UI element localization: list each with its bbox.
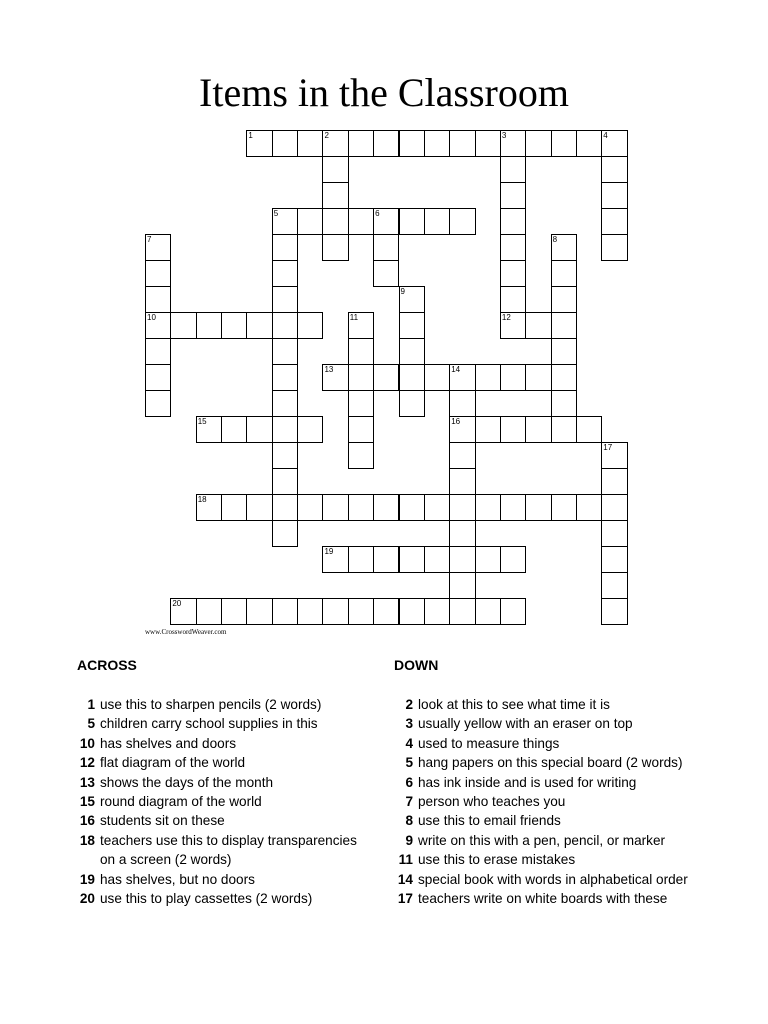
crossword-cell[interactable]: [551, 494, 577, 521]
crossword-cell[interactable]: [551, 416, 577, 443]
crossword-cell[interactable]: [500, 546, 526, 573]
crossword-cell[interactable]: [272, 468, 298, 495]
crossword-cell[interactable]: [373, 546, 399, 573]
crossword-cell[interactable]: [145, 390, 171, 417]
clue-text: use this to sharpen pencils (2 words): [100, 697, 322, 712]
crossword-cell[interactable]: [399, 494, 425, 521]
crossword-cell[interactable]: [399, 286, 425, 313]
crossword-cell[interactable]: [246, 312, 272, 339]
clue-number: 8: [405, 813, 413, 829]
crossword-cell[interactable]: [475, 494, 501, 521]
crossword-cell[interactable]: [145, 234, 171, 261]
down-clue-7: [388, 792, 688, 811]
clue-number: 15: [79, 794, 95, 810]
crossword-cell[interactable]: [196, 416, 222, 443]
crossword-cell[interactable]: [348, 416, 374, 443]
crossword-cell[interactable]: [145, 338, 171, 365]
down-clue-4: [388, 734, 688, 753]
down-heading: DOWN: [394, 657, 439, 673]
across-clue-1: [70, 695, 370, 714]
cell-number: 19: [324, 547, 334, 556]
clue-text: has shelves and doors: [100, 735, 237, 751]
clue-number: 17: [397, 891, 413, 907]
crossword-cell[interactable]: [399, 338, 425, 365]
crossword-cell[interactable]: [348, 364, 374, 391]
crossword-cell[interactable]: [424, 494, 450, 521]
crossword-cell[interactable]: [500, 260, 526, 287]
crossword-cell[interactable]: [348, 546, 374, 573]
crossword-cell[interactable]: [424, 598, 450, 625]
crossword-cell[interactable]: [246, 130, 272, 157]
clue-text: round diagram of the world: [100, 794, 262, 810]
crossword-cell[interactable]: [145, 364, 171, 391]
crossword-cell[interactable]: [449, 130, 475, 157]
crossword-cell[interactable]: [475, 546, 501, 573]
crossword-cell[interactable]: [145, 286, 171, 313]
crossword-cell[interactable]: [551, 338, 577, 365]
crossword-cell[interactable]: [373, 494, 399, 521]
crossword-cell[interactable]: [272, 260, 298, 287]
crossword-cell[interactable]: [551, 390, 577, 417]
crossword-cell[interactable]: [449, 416, 475, 443]
across-clue-16: [70, 811, 370, 830]
clue-number: 5: [405, 755, 413, 771]
crossword-cell[interactable]: [196, 494, 222, 521]
crossword-cell[interactable]: [551, 234, 577, 261]
crossword-cell[interactable]: [601, 208, 627, 235]
across-clue-5: [70, 714, 370, 733]
crossword-cell[interactable]: [449, 364, 475, 391]
crossword-cell[interactable]: [551, 260, 577, 287]
cell-number: 15: [197, 417, 207, 426]
clue-number: 9: [405, 832, 413, 848]
clue-number: 3: [405, 716, 413, 732]
clue-number: 18: [79, 832, 95, 848]
crossword-cell[interactable]: [297, 208, 323, 235]
clue-text: has ink inside and is used for writing: [418, 774, 637, 790]
crossword-cell[interactable]: [322, 182, 348, 209]
across-clue-19: [70, 870, 370, 889]
crossword-cell[interactable]: [373, 130, 399, 157]
crossword-cell[interactable]: [221, 416, 247, 443]
crossword-cell[interactable]: [297, 416, 323, 443]
crossword-cell[interactable]: [272, 390, 298, 417]
clue-number: 19: [79, 871, 95, 887]
clue-text: person who teaches you: [418, 794, 566, 810]
crossword-cell[interactable]: [221, 598, 247, 625]
crossword-cell[interactable]: [272, 208, 298, 235]
cell-number: 14: [451, 365, 461, 374]
crossword-cell[interactable]: [399, 390, 425, 417]
crossword-cell[interactable]: [322, 234, 348, 261]
down-clue-2: [388, 695, 688, 714]
crossword-cell[interactable]: [373, 260, 399, 287]
crossword-cell[interactable]: [399, 364, 425, 391]
crossword-cell[interactable]: [348, 494, 374, 521]
crossword-cell[interactable]: [424, 546, 450, 573]
crossword-cell[interactable]: [322, 546, 348, 573]
clue-number: 6: [405, 774, 413, 790]
crossword-cell[interactable]: [196, 598, 222, 625]
crossword-cell[interactable]: [601, 546, 627, 573]
clue-number: 1: [87, 697, 95, 712]
crossword-cell[interactable]: [449, 598, 475, 625]
clue-text: students sit on these: [100, 813, 225, 829]
crossword-cell[interactable]: [500, 364, 526, 391]
clue-number: 16: [79, 813, 95, 829]
crossword-cell[interactable]: [246, 494, 272, 521]
crossword-cell[interactable]: [551, 364, 577, 391]
down-clue-9: [388, 831, 688, 850]
clue-number: 12: [79, 755, 95, 771]
crossword-cell[interactable]: [348, 442, 374, 469]
clue-number: 10: [79, 735, 95, 751]
down-clue-14: [388, 870, 688, 889]
down-clue-11: [388, 850, 688, 869]
across-clue-15: [70, 792, 370, 811]
clue-text: look at this to see what time it is: [418, 697, 610, 712]
down-clue-list: [388, 695, 688, 908]
cell-number: 8: [552, 235, 558, 244]
crossword-cell[interactable]: [272, 520, 298, 547]
across-clue-13: [70, 773, 370, 792]
clue-text: teachers write on white boards with these: [418, 891, 668, 907]
crossword-cell[interactable]: [500, 286, 526, 313]
crossword-cell[interactable]: [322, 364, 348, 391]
cell-number: 11: [349, 313, 359, 322]
crossword-cell[interactable]: [601, 130, 627, 157]
cell-number: 20: [172, 599, 182, 608]
crossword-cell[interactable]: [601, 598, 627, 625]
crossword-cell[interactable]: [551, 286, 577, 313]
crossword-cell[interactable]: [525, 364, 551, 391]
crossword-cell[interactable]: [272, 338, 298, 365]
clue-text: use this to erase mistakes: [418, 852, 576, 868]
crossword-cell[interactable]: [348, 598, 374, 625]
clue-text: used to measure things: [418, 735, 560, 751]
crossword-cell[interactable]: [576, 416, 602, 443]
crossword-cell[interactable]: [297, 494, 323, 521]
credit-text: www.CrosswordWeaver.com: [145, 628, 227, 636]
crossword-cell[interactable]: [500, 208, 526, 235]
crossword-cell[interactable]: [322, 494, 348, 521]
clue-number: 7: [405, 794, 413, 810]
clue-number: 5: [87, 716, 95, 732]
crossword-cell[interactable]: [525, 416, 551, 443]
crossword-cell[interactable]: [170, 312, 196, 339]
clue-text: shows the days of the month: [100, 774, 274, 790]
clue-text: flat diagram of the world: [100, 755, 246, 771]
crossword-cell[interactable]: [601, 468, 627, 495]
down-clue-17: [388, 889, 688, 908]
across-clue-20: [70, 889, 370, 908]
across-clue-12: [70, 753, 370, 772]
cell-number: 7: [147, 235, 152, 244]
crossword-cell[interactable]: [246, 416, 272, 443]
crossword-cell[interactable]: [576, 130, 602, 157]
down-clue-6: [388, 773, 688, 792]
down-clue-8: [388, 811, 688, 830]
crossword-cell[interactable]: [145, 260, 171, 287]
clue-text: teachers use this to display transparencies on a screen (2 words): [100, 832, 357, 868]
crossword-cell[interactable]: [601, 442, 627, 469]
crossword-cell[interactable]: [272, 442, 298, 469]
crossword-cell[interactable]: [449, 572, 475, 599]
crossword-cell[interactable]: [475, 598, 501, 625]
crossword-cell[interactable]: [551, 130, 577, 157]
cell-number: 12: [501, 313, 511, 322]
crossword-cell[interactable]: [348, 338, 374, 365]
crossword-cell[interactable]: [221, 312, 247, 339]
crossword-cell[interactable]: [322, 208, 348, 235]
crossword-cell[interactable]: [246, 598, 272, 625]
cell-number: 4: [603, 131, 608, 140]
crossword-cell[interactable]: [601, 572, 627, 599]
crossword-cell[interactable]: [221, 494, 247, 521]
cell-number: 2: [324, 131, 329, 140]
clue-text: write on this with a pen, pencil, or marker: [418, 832, 666, 848]
crossword-cell[interactable]: [601, 494, 627, 521]
down-clue-5: [388, 753, 688, 772]
crossword-cell[interactable]: [449, 494, 475, 521]
clue-text: use this to email friends: [418, 813, 561, 829]
crossword-cell[interactable]: [348, 130, 374, 157]
page-title: Items in the Classroom: [199, 70, 569, 115]
crossword-cell[interactable]: [475, 130, 501, 157]
crossword-cell[interactable]: [424, 130, 450, 157]
clue-number: 20: [79, 891, 95, 907]
crossword-cell[interactable]: [297, 598, 323, 625]
crossword-cell[interactable]: [196, 312, 222, 339]
crossword-cell[interactable]: [272, 312, 298, 339]
crossword-cell[interactable]: [500, 182, 526, 209]
clue-text: has shelves, but no doors: [100, 871, 255, 887]
crossword-cell[interactable]: [272, 130, 298, 157]
crossword-cell[interactable]: [399, 598, 425, 625]
crossword-cell[interactable]: [449, 390, 475, 417]
crossword-cell[interactable]: [373, 208, 399, 235]
clue-text: usually yellow with an eraser on top: [418, 716, 633, 732]
clue-number: 13: [79, 774, 95, 790]
clue-text: hang papers on this special board (2 words): [418, 755, 683, 771]
cell-number: 18: [197, 495, 207, 504]
crossword-cell[interactable]: [576, 494, 602, 521]
crossword-cell[interactable]: [348, 390, 374, 417]
crossword-cell[interactable]: [500, 598, 526, 625]
crossword-cell[interactable]: [525, 312, 551, 339]
crossword-cell[interactable]: [424, 364, 450, 391]
crossword-cell[interactable]: [601, 520, 627, 547]
crossword-cell[interactable]: [322, 130, 348, 157]
crossword-cell[interactable]: [348, 208, 374, 235]
crossword-cell[interactable]: [170, 598, 196, 625]
crossword-cell[interactable]: [272, 286, 298, 313]
clue-number: 11: [398, 852, 413, 868]
crossword-cell[interactable]: [449, 468, 475, 495]
crossword-cell[interactable]: [145, 312, 171, 339]
crossword-cell[interactable]: [297, 130, 323, 157]
crossword-cell[interactable]: [525, 130, 551, 157]
crossword-cell[interactable]: [551, 312, 577, 339]
crossword-cell[interactable]: [449, 520, 475, 547]
clue-text: special book with words in alphabetical order: [418, 871, 688, 887]
cell-number: 1: [248, 131, 253, 140]
clue-text: children carry school supplies in this: [100, 716, 318, 732]
crossword-cell[interactable]: [601, 234, 627, 261]
crossword-cell[interactable]: [297, 312, 323, 339]
crossword-cell[interactable]: [449, 442, 475, 469]
crossword-cell[interactable]: [424, 208, 450, 235]
crossword-cell[interactable]: [449, 208, 475, 235]
crossword-cell[interactable]: [525, 494, 551, 521]
crossword-cell[interactable]: [322, 156, 348, 183]
cell-number: 16: [451, 417, 461, 426]
cell-number: 3: [501, 131, 507, 140]
crossword-cell[interactable]: [500, 156, 526, 183]
crossword-cell[interactable]: [373, 364, 399, 391]
crossword-cell[interactable]: [399, 546, 425, 573]
across-clue-list: [70, 695, 370, 908]
cell-number: 6: [375, 209, 380, 218]
clue-number: 2: [405, 697, 413, 712]
clue-text: use this to play cassettes (2 words): [100, 891, 313, 907]
down-clue-3: [388, 714, 688, 733]
crossword-cell[interactable]: [475, 416, 501, 443]
crossword-cell[interactable]: [475, 364, 501, 391]
crossword-cell[interactable]: [272, 494, 298, 521]
cell-number: 9: [400, 287, 405, 296]
crossword-cell[interactable]: [399, 312, 425, 339]
across-clue-18: [70, 831, 370, 870]
cell-number: 17: [603, 443, 613, 452]
crossword-cell[interactable]: [500, 234, 526, 261]
clue-number: 4: [405, 735, 413, 751]
crossword-cell[interactable]: [399, 130, 425, 157]
crossword-cell[interactable]: [500, 130, 526, 157]
crossword-cell[interactable]: [399, 208, 425, 235]
cell-number: 13: [324, 365, 334, 374]
crossword-cell[interactable]: [601, 182, 627, 209]
crossword-cell[interactable]: [348, 312, 374, 339]
crossword-cell[interactable]: [373, 234, 399, 261]
across-clue-10: [70, 734, 370, 753]
cell-number: 5: [273, 209, 279, 218]
crossword-cell[interactable]: [272, 364, 298, 391]
crossword-cell[interactable]: [272, 598, 298, 625]
crossword-cell[interactable]: [500, 494, 526, 521]
crossword-cell[interactable]: [272, 416, 298, 443]
cell-number: 10: [147, 313, 156, 322]
crossword-cell[interactable]: [500, 416, 526, 443]
crossword-cell[interactable]: [373, 598, 399, 625]
crossword-cell[interactable]: [601, 156, 627, 183]
across-heading: ACROSS: [77, 657, 137, 673]
crossword-cell[interactable]: [500, 312, 526, 339]
clue-number: 14: [397, 871, 413, 887]
crossword-cell[interactable]: [449, 546, 475, 573]
crossword-cell[interactable]: [322, 598, 348, 625]
crossword-cell[interactable]: [272, 234, 298, 261]
